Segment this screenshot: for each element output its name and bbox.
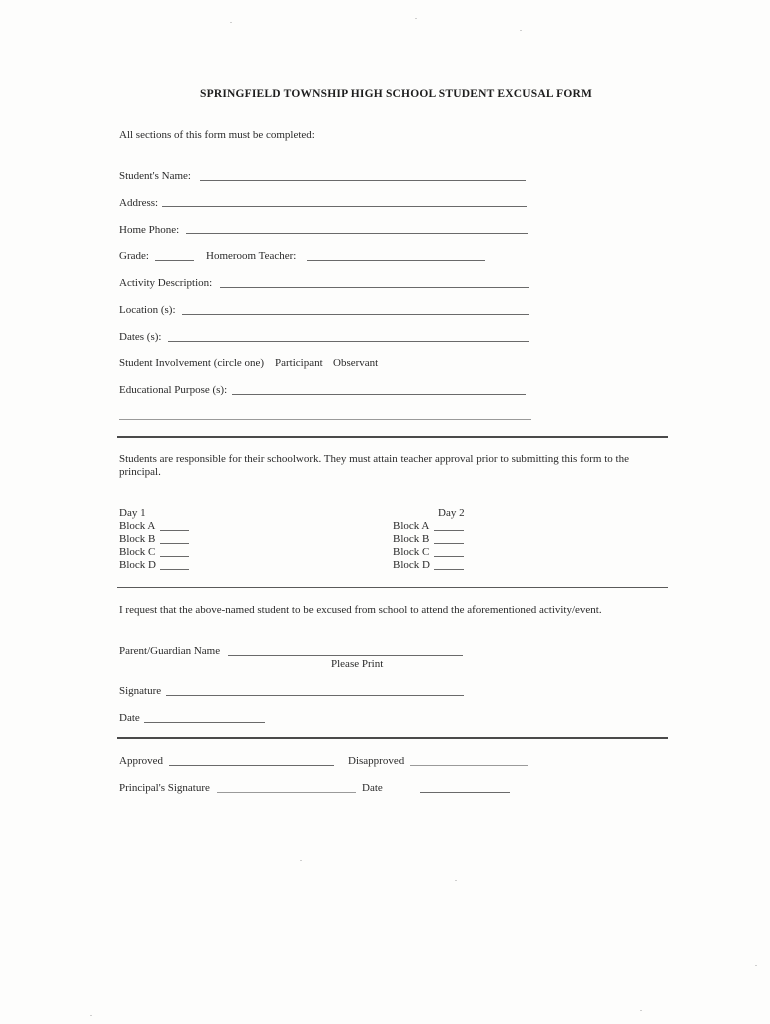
principal-date-field[interactable] [420, 792, 510, 793]
day2-block-a-label: Block A [393, 520, 430, 532]
activity-description-label: Activity Description: [119, 277, 213, 289]
address-field[interactable] [162, 206, 527, 207]
principal-date-label: Date [362, 782, 383, 794]
activity-description-field[interactable] [220, 287, 529, 288]
section-divider [117, 436, 668, 438]
signature-label: Signature [119, 685, 162, 697]
day1-block-d-field[interactable] [160, 569, 189, 570]
date-field[interactable] [144, 722, 265, 723]
grade-field[interactable] [155, 260, 194, 261]
student-name-label: Student's Name: [119, 170, 191, 182]
day1-block-c-label: Block C [119, 546, 156, 558]
approved-label: Approved [119, 755, 163, 767]
section-divider-3 [117, 737, 668, 739]
scan-speck [520, 30, 522, 31]
educational-purpose-label: Educational Purpose (s): [119, 384, 228, 396]
day1-label: Day 1 [119, 507, 146, 519]
please-print-hint: Please Print [331, 658, 384, 670]
educational-purpose-field[interactable] [232, 394, 526, 395]
scan-speck [755, 965, 757, 966]
day1-block-b-label: Block B [119, 533, 156, 545]
form-instruction: All sections of this form must be completed: [119, 129, 315, 141]
dates-label: Dates (s): [119, 331, 162, 343]
day1-block-a-label: Block A [119, 520, 156, 532]
day1-block-b-field[interactable] [160, 543, 189, 544]
locations-label: Location (s): [119, 304, 176, 316]
involvement-option-participant[interactable]: Participant [275, 357, 323, 369]
homeroom-teacher-label: Homeroom Teacher: [206, 250, 297, 262]
day1-block-c-field[interactable] [160, 556, 189, 557]
scan-speck [230, 22, 232, 23]
day1-block-d-label: Block D [119, 559, 156, 571]
scan-speck [640, 1010, 642, 1011]
disapproved-field[interactable] [410, 765, 528, 766]
day2-block-d-label: Block D [393, 559, 430, 571]
address-label: Address: [119, 197, 159, 209]
disapproved-label: Disapproved [348, 755, 405, 767]
approved-field[interactable] [169, 765, 334, 766]
day2-block-b-field[interactable] [434, 543, 464, 544]
locations-field[interactable] [182, 314, 529, 315]
scan-speck [415, 18, 417, 19]
grade-label: Grade: [119, 250, 149, 262]
home-phone-field[interactable] [186, 233, 528, 234]
day2-block-c-field[interactable] [434, 556, 464, 557]
form-title: SPRINGFIELD TOWNSHIP HIGH SCHOOL STUDENT EXCUSAL FORM [200, 88, 593, 100]
parent-guardian-name-field[interactable] [228, 655, 463, 656]
dates-field[interactable] [168, 341, 529, 342]
day2-block-a-field[interactable] [434, 530, 464, 531]
signature-field[interactable] [166, 695, 464, 696]
student-name-field[interactable] [200, 180, 526, 181]
scan-speck [455, 880, 457, 881]
parent-guardian-name-label: Parent/Guardian Name [119, 645, 221, 657]
homeroom-teacher-field[interactable] [307, 260, 485, 261]
involvement-option-observant[interactable]: Observant [333, 357, 379, 369]
request-statement: I request that the above-named student to be excused from school to attend the aforementioned activity/event. [119, 604, 602, 616]
day2-label: Day 2 [438, 507, 465, 519]
home-phone-label: Home Phone: [119, 224, 180, 236]
principals-signature-field[interactable] [217, 792, 356, 793]
day2-block-d-field[interactable] [434, 569, 464, 570]
student-involvement-label: Student Involvement (circle one) [119, 357, 265, 369]
principals-signature-label: Principal's Signature [119, 782, 210, 794]
day2-block-c-label: Block C [393, 546, 430, 558]
date-label: Date [119, 712, 140, 724]
scan-speck [90, 1015, 92, 1016]
scan-speck [300, 860, 302, 861]
responsibility-note: Students are responsible for their schoolwork. They must attain teacher approval prior to submitting this form to the principal. [119, 453, 629, 478]
day1-block-a-field[interactable] [160, 530, 189, 531]
educational-purpose-field-continued[interactable] [119, 419, 531, 420]
day2-block-b-label: Block B [393, 533, 430, 545]
section-divider-2 [117, 587, 668, 588]
